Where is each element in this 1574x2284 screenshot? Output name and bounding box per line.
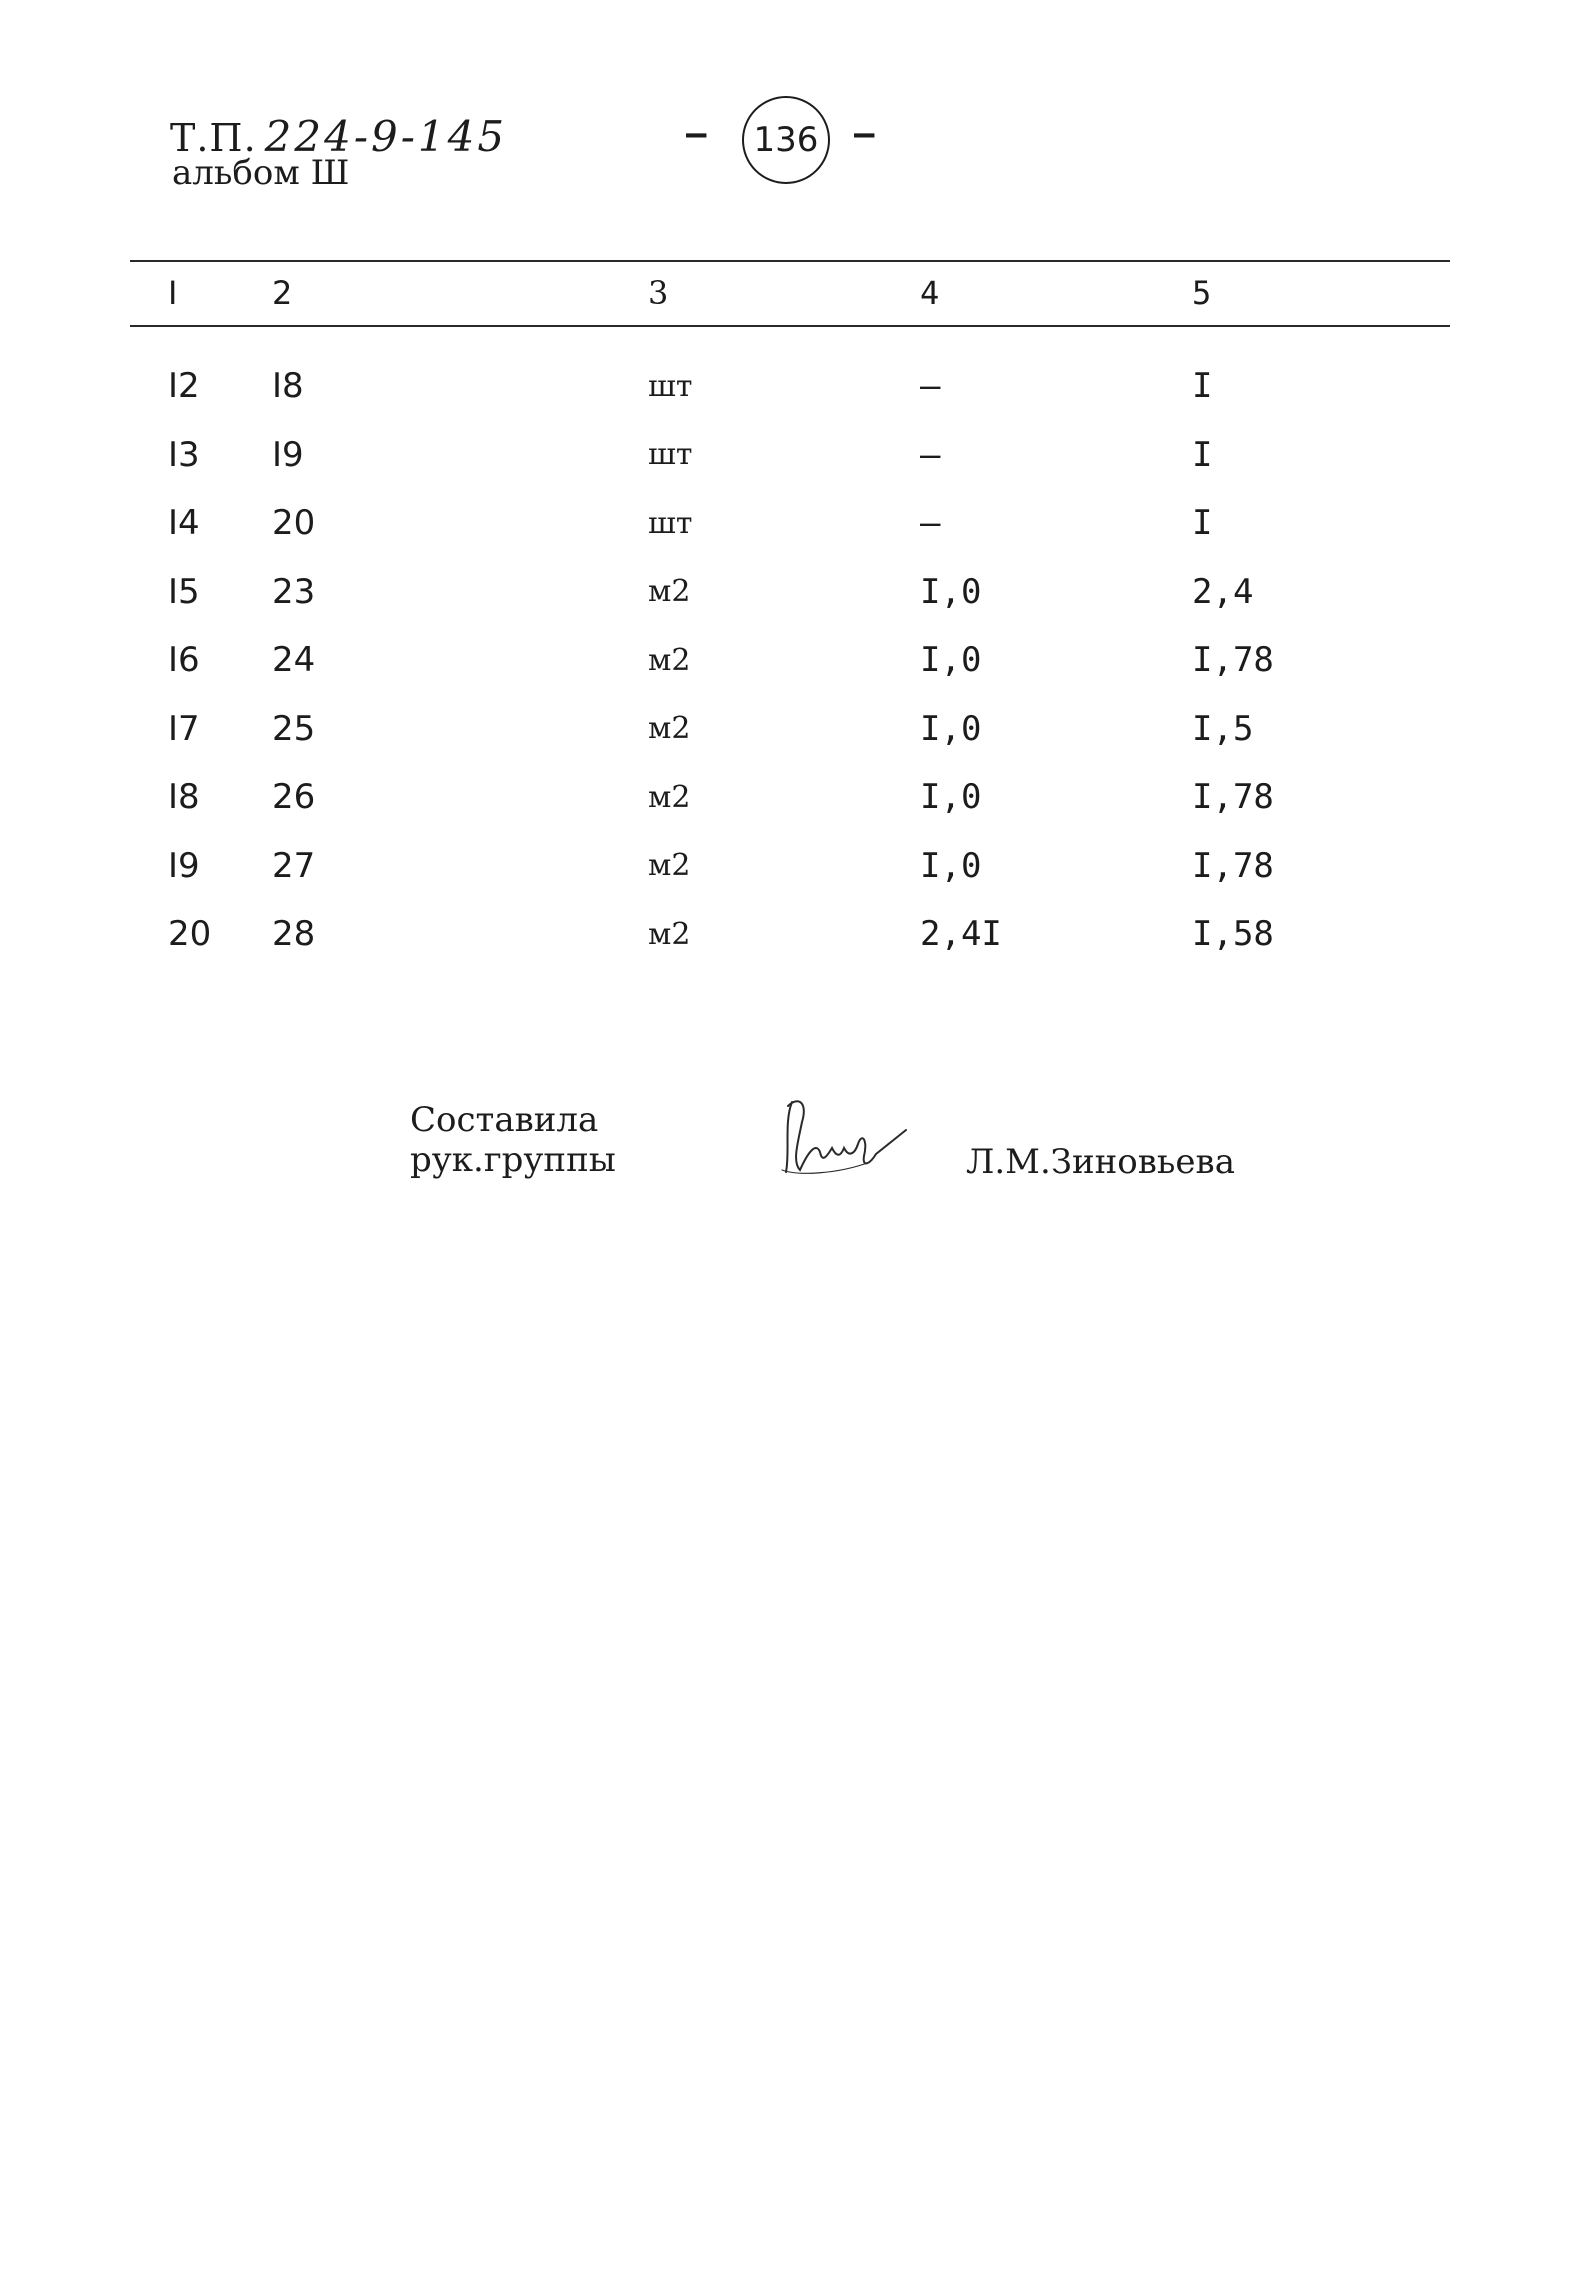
cell-col5: I,5 <box>1192 708 1254 749</box>
cell-col2: 23 <box>272 571 316 612</box>
cell-col2: 27 <box>272 845 316 886</box>
document-code <box>170 112 508 161</box>
handwritten-signature <box>778 1092 918 1184</box>
cell-col1: I5 <box>168 571 200 612</box>
column-header-5: 5 <box>1192 274 1212 312</box>
table-row <box>130 489 1450 558</box>
cell-col3: м2 <box>648 916 691 952</box>
cell-col3: м2 <box>648 848 691 884</box>
cell-col5: I <box>1192 503 1213 544</box>
cell-col3: м2 <box>648 779 691 815</box>
signatory-role <box>410 1100 616 1180</box>
cell-col2: I9 <box>272 434 304 475</box>
cell-col4: – <box>920 366 941 407</box>
table-row <box>130 695 1450 764</box>
cell-col2: 26 <box>272 777 316 818</box>
cell-col3: шт <box>648 505 693 541</box>
cell-col2: 25 <box>272 708 316 749</box>
cell-col2: I8 <box>272 366 304 407</box>
cell-col4: 2,4I <box>920 914 1002 955</box>
table-header-row <box>130 262 1450 324</box>
cell-col5: I,58 <box>1192 914 1274 955</box>
specification-table <box>130 262 1450 969</box>
column-header-2: 2 <box>272 274 293 312</box>
table-row <box>130 832 1450 901</box>
album-label: альбом Ш <box>172 153 350 193</box>
cell-col3: м2 <box>648 711 691 747</box>
column-header-3: 3 <box>648 274 669 312</box>
cell-col4: I,0 <box>920 571 982 612</box>
cell-col5: I,78 <box>1192 845 1274 886</box>
cell-col5: I <box>1192 434 1213 475</box>
cell-col3: шт <box>648 368 693 404</box>
cell-col2: 28 <box>272 914 316 955</box>
cell-col3: шт <box>648 437 693 473</box>
cell-col4: – <box>920 434 941 475</box>
signatory-role-line1: Составила <box>410 1100 599 1140</box>
cell-col1: I3 <box>168 434 200 475</box>
cell-col2: 20 <box>272 503 316 544</box>
cell-col4: I,0 <box>920 708 982 749</box>
cell-col1: I6 <box>168 640 200 681</box>
cell-col5: I,78 <box>1192 640 1274 681</box>
cell-col1: I7 <box>168 708 200 749</box>
table-row <box>130 558 1450 627</box>
cell-col5: I <box>1192 366 1213 407</box>
table-row <box>130 352 1450 421</box>
page-number-dash-left: – <box>686 114 707 154</box>
page-number-circle <box>742 96 830 184</box>
table-row <box>130 900 1450 969</box>
cell-col4: I,0 <box>920 845 982 886</box>
cell-col3: м2 <box>648 642 691 678</box>
signatory-name: Л.М.Зиновьева <box>966 1142 1235 1182</box>
table-row <box>130 421 1450 490</box>
page-number-dash-right: – <box>854 114 875 154</box>
column-header-4: 4 <box>920 274 940 312</box>
table-row <box>130 626 1450 695</box>
signatory-role-line2: рук.группы <box>410 1140 616 1180</box>
table-row <box>130 763 1450 832</box>
cell-col1: I8 <box>168 777 200 818</box>
cell-col4: I,0 <box>920 640 982 681</box>
column-header-1: I <box>168 274 178 312</box>
cell-col5: I,78 <box>1192 777 1274 818</box>
cell-col4: I,0 <box>920 777 982 818</box>
cell-col3: м2 <box>648 574 691 610</box>
page-number: 136 <box>753 120 819 160</box>
cell-col1: 20 <box>168 914 212 955</box>
document-code-number: 224-9-145 <box>264 112 508 161</box>
cell-col1: I4 <box>168 503 200 544</box>
cell-col2: 24 <box>272 640 316 681</box>
cell-col1: I9 <box>168 845 200 886</box>
cell-col5: 2,4 <box>1192 571 1254 612</box>
cell-col1: I2 <box>168 366 200 407</box>
document-code-prefix: Т.П. <box>170 116 257 160</box>
cell-col4: – <box>920 503 941 544</box>
